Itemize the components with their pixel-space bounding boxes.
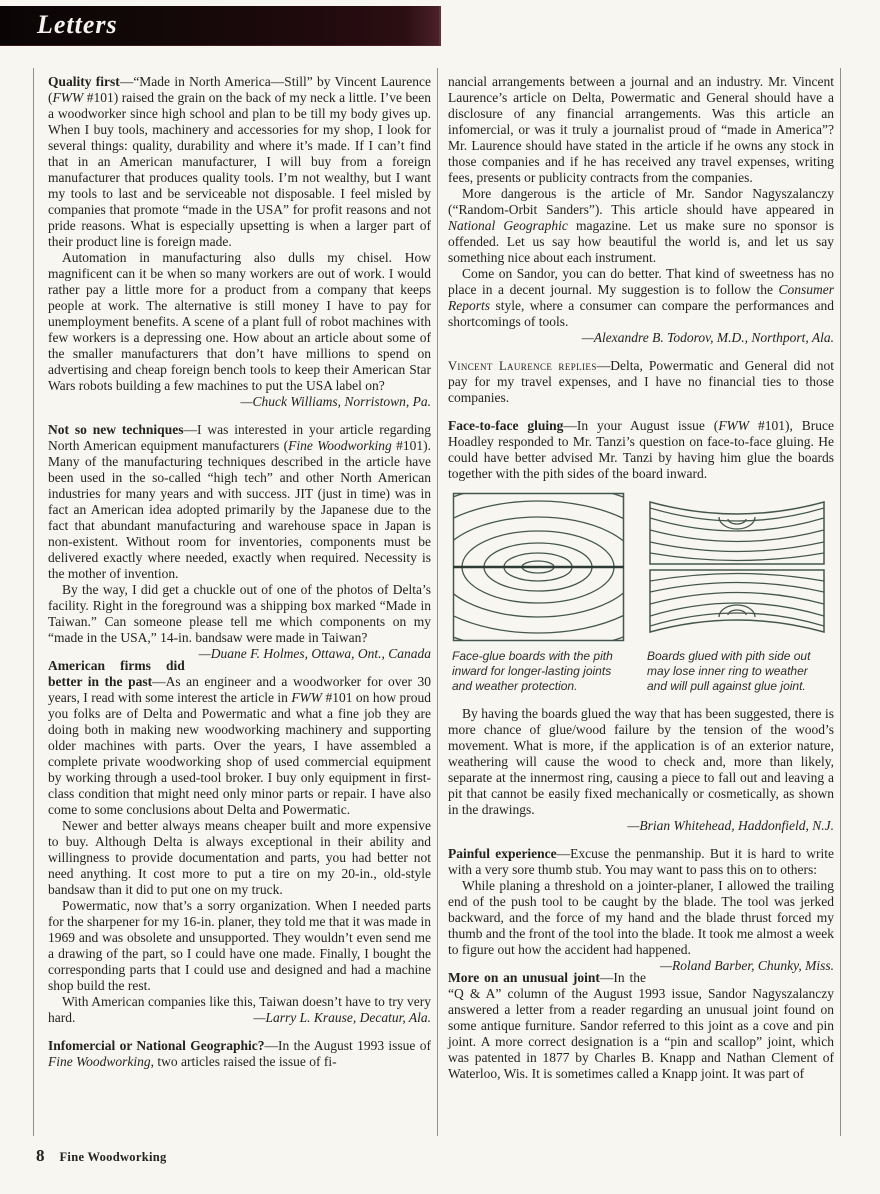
paragraph: Face-to-face gluing—In your August issue (FWW #101), Bruce Hoadley responded to Mr. Tanzi’s question on face-to-face gluing. He could have better advised Mr. Tanzi by having him glue the boards together with the pith sides of the board inward. [448, 418, 835, 481]
letter-quality-first [48, 74, 431, 410]
paragraph: While planing a threshold on a jointer-planer, I allowed the trailing end of the push tool to be caught by the blade. The tool was jerked backward, and the force of my hand and the blade thrust forced my thumb and the front of the tool into the blade. It took me almost a week to figure out how the accident had happened. —Roland Barber, Chunky, Miss. [448, 878, 834, 973]
letter-infomercial-or-national-geographic [48, 1038, 431, 1070]
paragraph: With American companies like this, Taiwan doesn’t have to try very hard. —Larry L. Krause, Decatur, Ala. [48, 994, 431, 1025]
pith-inward-drawing [452, 492, 625, 694]
letter-title: More on an unusual joint [448, 970, 600, 985]
letter-face-to-face-gluing [448, 418, 834, 482]
page-title: Letters [37, 10, 118, 39]
letter-painful-experience [448, 846, 834, 973]
board-gluing-figure [452, 492, 834, 694]
letter-continuation [448, 74, 834, 346]
paragraph: By the way, I did get a chuckle out of one of the photos of Delta’s facility. Right in the foreground was a shipping box marked “Made in Taiwan.” Can someone please tell me which components on my “made in the USA,” 14-in. bandsaw were made in Taiwan? —Duane F. Holmes, Ottawa, Ont., Canada [48, 582, 431, 661]
letter-signature: —Brian Whitehead, Haddonfield, N.J. [627, 818, 834, 833]
paragraph: More dangerous is the article of Mr. Sandor Nagyszalanczy (“Random-Orbit Sanders”). This article should have appeared in National Geographic magazine. Let us make sure no sponsor is offended. Let us say how beautiful the world is, and let us say something nice about each instrument. [448, 186, 834, 265]
right-column-bottom [448, 706, 834, 1082]
paragraph: American firms did better in the past—As an engineer and a woodworker for over 30 years, I read with some interest the article in FWW #101 on how proud you folks are of Delta and Powermatic and what a fine job they are doing both in making new woodworking machinery and supporting older machines with parts. Over the years, I have assembled a complete private woodworking shop of used commercial equipment by working through a used-tool broker. I buy only equipment in first-class condition that might need only minor parts or repair. I have also come to some conclusions about Delta and Powermatic. [48, 658, 431, 817]
paragraph: Come on Sandor, you can do better. That kind of sweetness has no place in a decent journal. My suggestion is to follow the Consumer Reports style, where a consumer can compare the performances and shortcomings of tools. [448, 266, 834, 329]
letter-signature: —Larry L. Krause, Decatur, Ala. [253, 1010, 431, 1025]
left-column [48, 74, 431, 1082]
paragraph: Not so new techniques—I was interested in your article regarding North American equipment manufacturers (Fine Woodworking #101). Many of the manufacturing techniques described in the article have been used in the so-called “high tech” and other North American industries for many years and with success. JIT (just in time) was in fact an American idea adopted primarily by the Japanese due to the fact that abundant manufacturing and warehouse space in Japan is non-existent. Without room for inventories, components must be delivered exactly where needed, exactly when required. Necessity is the mother of invention. [48, 422, 432, 581]
letter-vincent-laurence-replies [448, 358, 834, 406]
letter-more-on-an-unusual-joint [448, 970, 834, 1082]
letter-signature: —Chuck Williams, Norristown, Pa. [240, 394, 431, 409]
paragraph: Automation in manufacturing also dulls my chisel. How magnificent can it be when so many workers are out of work. I would rather pay a little more for a product from a company that keeps people at work. The alternative is still money I have to pay for unemployment benefits. A scene of a plant full of robot machines with few workers is a depressing one. How about an article about some of the smaller manufacturers that don’t have millions to spend on advertising and cheap foreign bench tools to keep their American Star Wars robots building a few machines to put the USA label on? [48, 250, 431, 393]
letter-continuation [448, 706, 834, 834]
letter-title: Painful experience [448, 846, 557, 861]
top-board [650, 502, 824, 564]
paragraph: Powermatic, now that’s a sorry organization. When I needed parts for the sharpener for my 16-in. planer, they told me that it was made in 1969 and was obsolete and unsupported. They wouldn’t even send me a drawing of the part, so I could have one made. Finally, I bought the corresponding parts that I could use and designed and had a machine shop build the rest. [48, 898, 431, 993]
page-number: 8 [36, 1146, 45, 1165]
letter-signature: —Duane F. Holmes, Ottawa, Ont., Canada [198, 646, 431, 661]
letter-title: Infomercial or National Geographic? [48, 1038, 265, 1053]
pith-inward-grain-svg [452, 492, 625, 642]
bottom-board [650, 570, 824, 632]
paragraph: Newer and better always means cheaper built and more expensive to buy. Although Delta is always exceptional in their ability and willingness to provide documentation and parts, you had better not need anything. It cost more to put a tire on my 20-in., old-style bandsaw than it did to put one on my truck. [48, 818, 431, 897]
section-header-band [0, 6, 441, 46]
letter-not-so-new-techniques [48, 422, 432, 661]
letters-content [48, 74, 834, 1082]
page-footer [36, 1146, 167, 1166]
column-rule-right [840, 68, 841, 1136]
letter-title: Vincent Laurence replies [448, 359, 597, 373]
paragraph: Painful experience—Excuse the penmanship. But it is hard to write with a very sore thumb stub. You may want to pass this on to others: [448, 846, 834, 877]
letter-american-firms-did-better-in-the-past [48, 658, 431, 1026]
letter-title: Quality first [48, 74, 120, 89]
pith-outward-caption: Boards glued with pith side out may lose inner ring to weather and will pull against glue joint. [647, 649, 811, 693]
right-column [448, 74, 834, 1082]
paragraph: Infomercial or National Geographic?—In the August 1993 issue of Fine Woodworking, two articles raised the issue of fi- [48, 1038, 432, 1069]
letter-title: American firms did better in the past [48, 658, 185, 689]
column-rule-left [33, 68, 34, 1136]
letter-title: Not so new techniques [48, 422, 184, 437]
magazine-name: Fine Woodworking [59, 1150, 167, 1164]
letter-signature: —Alexandre B. Todorov, M.D., Northport, Ala. [581, 330, 834, 345]
pith-outward-grain-svg [647, 492, 827, 642]
paragraph: More on an unusual joint—In the “Q & A” column of the August 1993 issue, Sandor Nagyszalanczy answered a letter from a reader regarding an unusual joint found on some antique furniture. Sandor referred to this joint as a cove and pin joint. A more correct designation is a “pin and scallop” joint, which was patented in 1877 by Charles B. Knapp and Nathan Clement of Waterloo, Wis. It is sometimes called a Knapp joint. It was part of [448, 970, 834, 1081]
paragraph: Vincent Laurence replies—Delta, Powermatic and General did not pay for my travel expenses, and I have no financial ties to those companies. [448, 358, 834, 405]
paragraph: Quality first—“Made in North America—Still” by Vincent Laurence (FWW #101) raised the grain on the back of my neck a little. I’ve been a woodworker since high school and plan to be till my body gives up. When I buy tools, machinery and accessories for my shop, I look for several things: quality, durability and where it’s made. If I can’t find that in an American manufacturer, I will buy from a foreign manufacturer that produces quality tools. I’m not wealthy, but I want my tools to last and be serviceable not disposable. I feel misled by companies that promote “made in the USA” for profit reasons and not pride reasons. What is especially upsetting is when a larger part of their product line is foreign made. [48, 74, 431, 249]
paragraph: By having the boards glued the way that has been suggested, there is more chance of glue/wood failure by the tension of the wood’s movement. What is more, if the application is of an exterior nature, weathering will cause the wood to check and, more than likely, separate at the innermost ring, causing a piece to fall out and leaving a pit that cannot be easily fixed mechanically or cosmetically, as shown in the drawings. [448, 706, 834, 817]
right-column-top [448, 74, 834, 482]
pith-outward-drawing [647, 492, 827, 694]
letter-title: Face-to-face gluing [448, 418, 564, 433]
letter-signature: —Roland Barber, Chunky, Miss. [660, 958, 834, 973]
paragraph: nancial arrangements between a journal and an industry. Mr. Vincent Laurence’s article on Delta, Powermatic and General should have a disclosure of any financial arrangements. Was this article an infomercial, or was it truly a journalist proud of “made in America”? Mr. Laurence should have stated in the article if he owns any stock in those companies and if he has received any travel expenses, writing fees, presents or publicity contracts from the companies. [448, 74, 834, 185]
pith-inward-caption: Face-glue boards with the pith inward for longer-lasting joints and weather protection. [452, 649, 613, 693]
